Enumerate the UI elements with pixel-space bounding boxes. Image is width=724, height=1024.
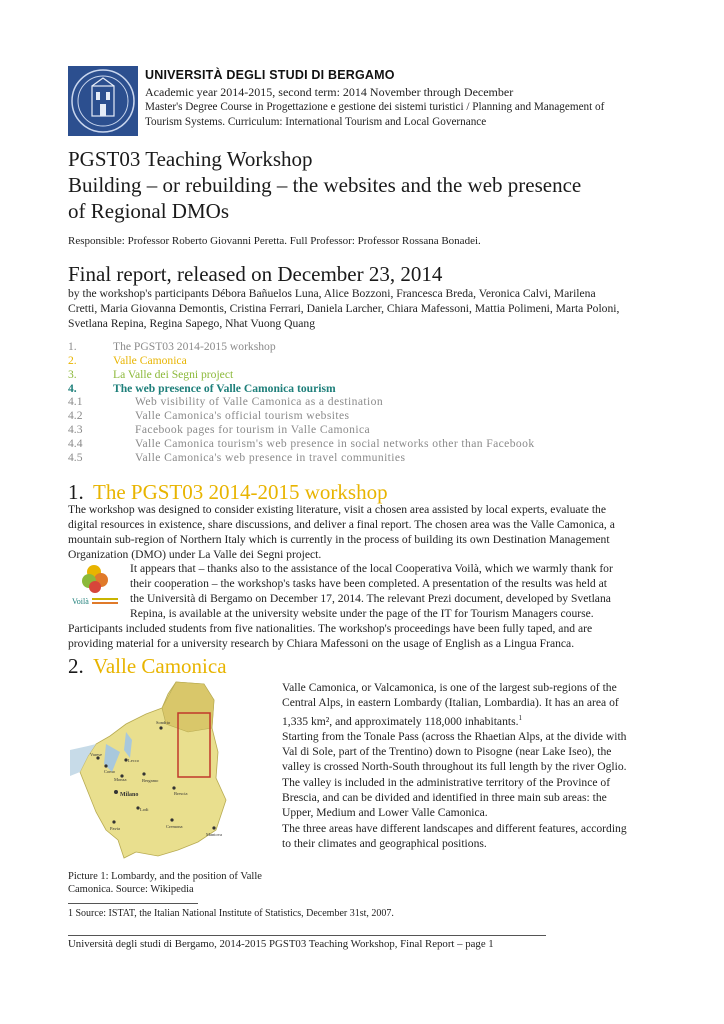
university-seal	[68, 66, 138, 136]
final-report-heading: Final report, released on December 23, 2014	[68, 262, 443, 286]
section-1-text: their cooperation – the workshop's tasks have been completed. A presentation of the results was held at	[130, 577, 607, 590]
toc-num: 4.4	[68, 437, 83, 450]
map-label: Cremona	[166, 824, 183, 829]
toc-label: Valle Camonica	[113, 354, 187, 367]
participants-line-1: by the workshop's participants Débora Bañuelos Luna, Alice Bozzoni, Francesca Breda, Veronica Calvi, Marilena	[68, 287, 596, 300]
text-line: Brescia, and can be divided and identified in three main sub areas: the	[282, 790, 607, 804]
caption-line: Camonica. Source: Wikipedia	[68, 884, 194, 895]
section-number: 1.	[68, 480, 84, 504]
toc-item[interactable]	[68, 368, 468, 382]
text-line: The valley is included in the administrative territory of the Province of	[282, 775, 611, 789]
text-span: 1,335 km², and approximately 118,000 inhabitants.	[282, 714, 519, 728]
toc-num: 4.5	[68, 451, 83, 464]
doc-subtitle-2: of Regional DMOs	[68, 199, 229, 223]
lombardy-map	[66, 680, 266, 870]
toc-label: Facebook pages for tourism in Valle Camonica	[135, 423, 371, 436]
section-1-text: providing material for a university research by Chiara Mafessoni on the usage of English as a Lingua Franca.	[68, 637, 575, 650]
map-label: Milano	[120, 792, 139, 798]
toc-item[interactable]	[68, 354, 468, 368]
text-line: Central Alps, in eastern Lombardy (Italian, Lombardia). It has an area of	[282, 696, 619, 710]
toc-num: 1.	[68, 340, 77, 353]
section-number: 2.	[68, 654, 84, 678]
toc-item[interactable]	[68, 395, 628, 409]
text-line: to their climates and geographical positions.	[282, 836, 487, 850]
map-label: Mantova	[206, 832, 222, 837]
toc-item[interactable]	[68, 340, 468, 354]
section-2-text	[282, 680, 660, 851]
text-line: Val di Sole, part of the Trentino) down to Pisogne (near Lake Iseo), the	[282, 745, 612, 759]
participants-line-2: Cretti, Maria Giovanna Demontis, Cristina Ferrari, Daniela Larcher, Chiara Mafessoni, Mattia Polimeni, Marta Poloni,	[68, 302, 620, 315]
toc-label: Web visibility of Valle Camonica as a destination	[135, 395, 384, 408]
responsible-line: Responsible: Professor Roberto Giovanni Peretta. Full Professor: Professor Rossana Bonadei.	[68, 235, 481, 247]
participants-line-3: Svetlana Repina, Regina Sapego, Nhat Vuong Quang	[68, 317, 316, 330]
map-label: Monza	[114, 777, 127, 782]
section-1-text: It appears that – thanks also to the assistance of the local Cooperativa Voilà, which we warmly thank for	[130, 562, 613, 575]
section-1-text: the Università di Bergamo on December 17, 2014. The relevant Prezi document, developed by Svetlana	[130, 592, 611, 605]
text-line: Upper, Medium and Lower Valle Camonica.	[282, 806, 488, 820]
footer-divider	[68, 935, 546, 936]
toc-label: La Valle dei Segni project	[113, 368, 234, 381]
toc-label: Valle Camonica tourism's web presence in social networks other than Facebook	[135, 437, 535, 450]
map-label: Brescia	[174, 791, 188, 796]
section-1-text: digital resources in existence, share discussions, and deliver a final report. The chosen area was the Valle Camonica, a	[68, 518, 615, 531]
toc-item[interactable]	[68, 451, 628, 465]
voila-logo	[70, 560, 122, 610]
section-title: Valle Camonica	[93, 654, 227, 678]
toc-num: 2.	[68, 354, 77, 367]
section-1-text: The workshop was designed to consider existing literature, visit a chosen area assisted by local experts, evaluate the	[68, 503, 606, 516]
section-1-text: Participants included students from five nationalities. The workshop's proceedings have been fully taped, and are	[68, 622, 593, 635]
toc-num: 4.	[68, 382, 77, 395]
map-label: Varese	[90, 752, 102, 757]
page-footer: Università degli studi di Bergamo, 2014-2015 PGST03 Teaching Workshop, Final Report – page 1	[68, 938, 494, 950]
map-label: Como	[104, 769, 116, 774]
toc-item[interactable]	[68, 382, 468, 396]
doc-title: PGST03 Teaching Workshop	[68, 147, 313, 171]
map-label: Lecco	[128, 758, 139, 763]
text-line	[282, 711, 660, 729]
map-label: Lodi	[140, 807, 149, 812]
toc-item[interactable]	[68, 437, 648, 451]
course-line-1: Master's Degree Course in Progettazione e gestione dei sistemi turistici / Planning and Management of	[145, 101, 605, 113]
academic-year: Academic year 2014-2015, second term: 2014 November through December	[145, 85, 514, 99]
text-line: valley is crossed North-South throughout its full length by the river Oglio.	[282, 760, 627, 774]
section-2-heading	[68, 654, 227, 679]
footnote-mark[interactable]: 1	[518, 713, 522, 722]
toc-label: The web presence of Valle Camonica tourism	[113, 382, 336, 395]
toc-label: Valle Camonica's web presence in travel communities	[135, 451, 406, 464]
toc-item[interactable]	[68, 409, 628, 423]
map-label: Pavia	[110, 826, 120, 831]
text-line: Starting from the Tonale Pass (across the Rhaetian Alps, at the divide with	[282, 729, 627, 743]
toc-item[interactable]	[68, 423, 628, 437]
voila-logo-text: Voilà	[72, 597, 89, 606]
text-line: The three areas have different landscapes and different features, according	[282, 821, 627, 835]
toc-num: 4.1	[68, 395, 83, 408]
doc-subtitle-1: Building – or rebuilding – the websites and the web presence	[68, 173, 582, 197]
section-1-text: Repina, is available at the university website under the page of the IT for Tourism Managers course.	[130, 607, 594, 620]
toc-label: The PGST03 2014-2015 workshop	[113, 340, 276, 353]
map-label: Bergamo	[142, 778, 159, 783]
caption-line: Picture 1: Lombardy, and the position of Valle	[68, 871, 262, 882]
text-line: Valle Camonica, or Valcamonica, is one of the largest sub-regions of the	[282, 681, 617, 694]
section-1-text: Organization (DMO) under La Valle dei Segni project.	[68, 548, 322, 561]
toc-num: 3.	[68, 368, 77, 381]
section-1-text: mountain sub-region of Northern Italy which is currently in the process of building its own Destination Management	[68, 533, 610, 546]
footnote: 1 Source: ISTAT, the Italian National Institute of Statistics, December 31st, 2007.	[68, 908, 394, 919]
toc-label: Valle Camonica's official tourism websites	[135, 409, 350, 422]
figure-caption	[68, 870, 278, 896]
footnote-divider	[68, 903, 198, 904]
toc-num: 4.2	[68, 409, 83, 422]
course-line-2: Tourism Systems. Curriculum: International Tourism and Local Governance	[145, 116, 487, 128]
university-name: UNIVERSITÀ DEGLI STUDI DI BERGAMO	[145, 68, 395, 82]
map-label: Sondrio	[156, 720, 171, 725]
section-title: The PGST03 2014-2015 workshop	[93, 480, 388, 504]
toc-num: 4.3	[68, 423, 83, 436]
